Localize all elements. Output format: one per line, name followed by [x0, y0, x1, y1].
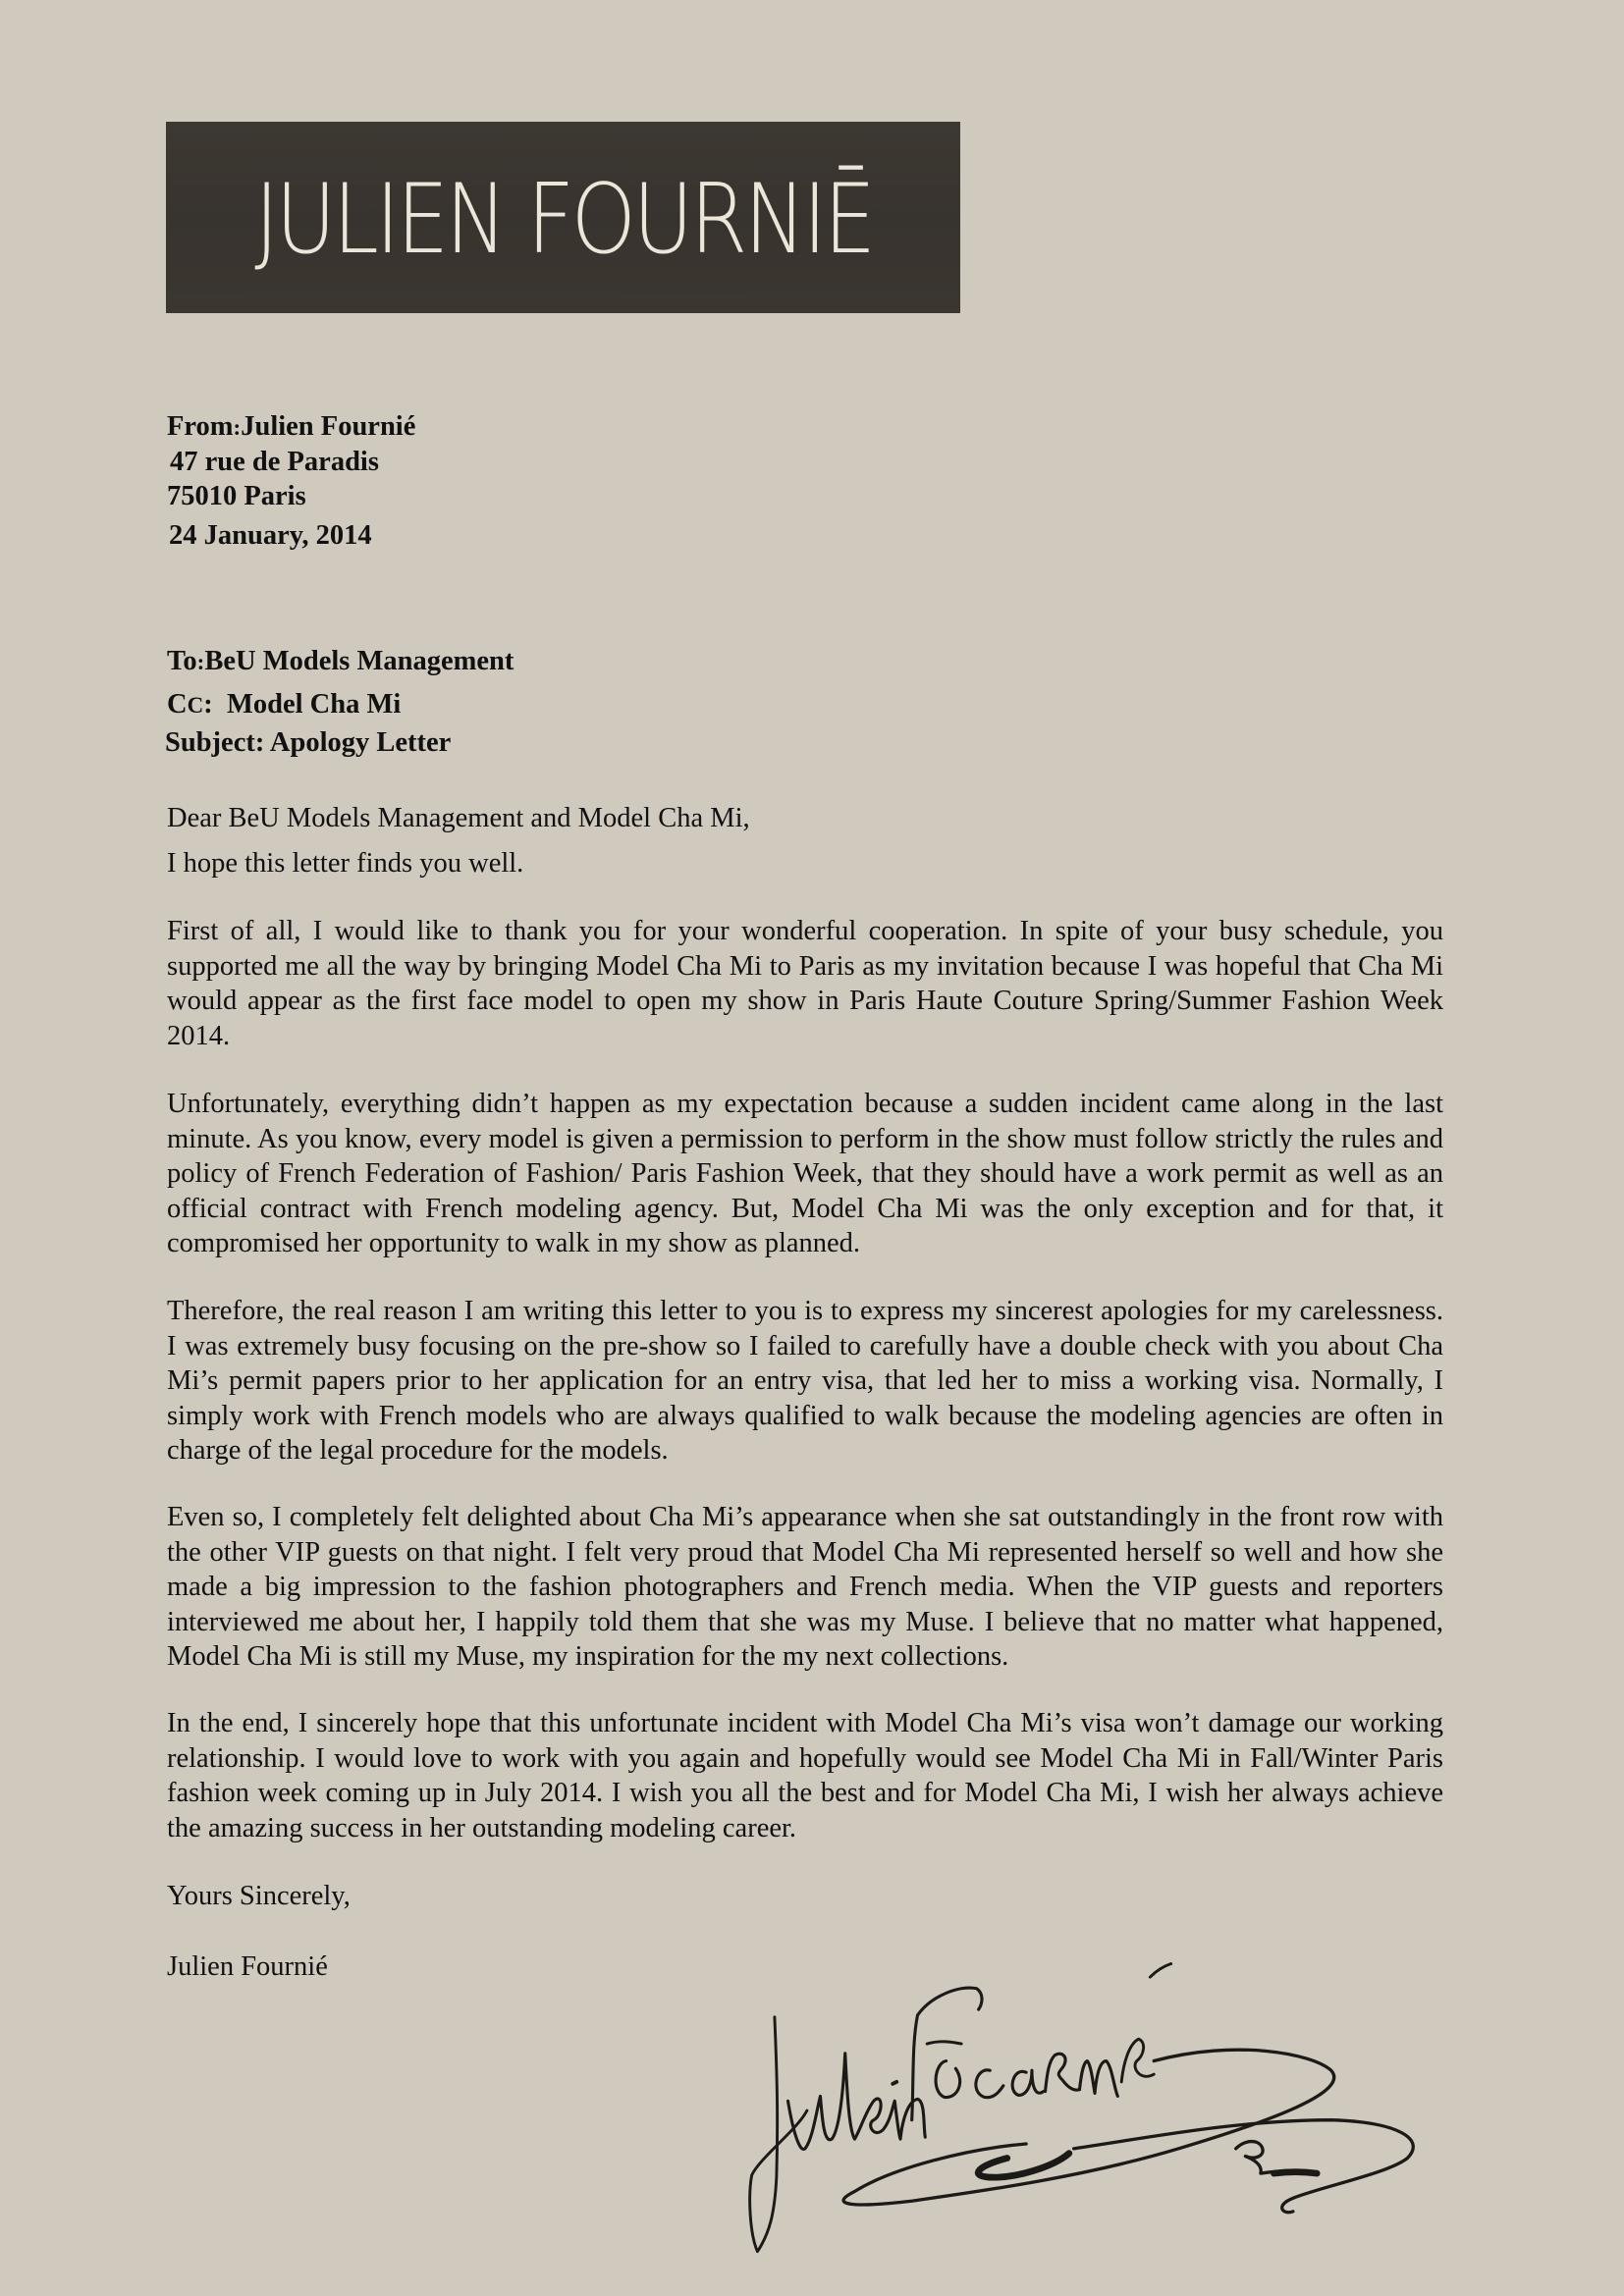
salutation: Dear BeU Models Management and Model Cha Mi, [167, 803, 750, 833]
body-paragraph-3: Therefore, the real reason I am writing this letter to you is to express my sincerest apologies for my carelessness. I was extremely busy focusing on the pre-show so I failed to carefully have a double check with you about Cha Mi’s permit papers prior to her application for an entry visa, that led her to miss a working visa. Normally, I simply work with French models who are always qualified to walk because the modeling agencies are often in charge of the legal procedure for the models. [167, 1296, 1443, 1466]
to-label: To [167, 646, 197, 676]
from-label: From [167, 411, 234, 442]
cc-separator: : [203, 689, 213, 720]
cc-label: CC [167, 689, 204, 720]
recipient-to-line [167, 648, 514, 676]
body-paragraph-2: Unfortunately, everything didn’t happen as my expectation because a sudden incident came along in the last minute. As you know, every model is given a permission to perform in the show must follow strictly the rules and policy of French Federation of Fashion/ Paris Fashion Week, that they should have a work permit as well as an official contract with French modeling agency. But, Model Cha Mi was the only exception and for that, it compromised her opportunity to walk in my show as planned. [167, 1089, 1443, 1258]
closing: Yours Sincerely, [167, 1881, 351, 1911]
subject-label: Subject: [165, 727, 265, 758]
logo-text: JULIEN FOURNIĒ [253, 163, 873, 276]
cc-name: Model Cha Mi [226, 689, 402, 720]
to-name: BeU Models Management [204, 646, 514, 676]
from-name: Julien Fournié [241, 411, 416, 442]
signoff-name: Julien Fournié [167, 1951, 328, 1982]
sender-address-line2: 75010 Paris [167, 481, 306, 511]
letter-date: 24 January, 2014 [169, 520, 372, 551]
body-paragraph-1: First of all, I would like to thank you for your wonderful cooperation. In spite of your busy schedule, you supported me all the way by bringing Model Cha Mi to Paris as my invitation because I was hopeful that Cha Mi would appear as the first face model to open my show in Paris Haute Couture Spring/Summer Fashion Week 2014. [167, 916, 1443, 1051]
subject-line [165, 729, 451, 758]
to-separator: : [196, 650, 205, 674]
sender-address-line1: 47 rue de Paradis [170, 447, 379, 477]
subject-value: Apology Letter [269, 727, 452, 758]
body-paragraph-4: Even so, I completely felt delighted about Cha Mi’s appearance when she sat outstandingly in the front row with the other VIP guests on that night. I felt very proud that Model Cha Mi represented herself so well and how she made a big impression to the fashion photographers and French media. When the VIP guests and reporters interviewed me about her, I happily told them that she was my Muse. I believe that no matter what happened, Model Cha Mi is still my Muse, my inspiration for the my next collections. [167, 1502, 1443, 1672]
handwritten-signature-icon [731, 1949, 1492, 2272]
opening-line: I hope this letter finds you well. [167, 848, 524, 879]
recipient-cc-line [167, 691, 401, 720]
brand-logo [166, 122, 960, 313]
body-paragraph-5: In the end, I sincerely hope that this unfortunate incident with Model Cha Mi’s visa won’t damage our working relationship. I would love to work with you again and hopefully would see Model Cha Mi in Fall/Winter Paris fashion week coming up in July 2014. I wish you all the best and for Model Cha Mi, I wish her always achieve the amazing success in her outstanding modeling career. [167, 1708, 1443, 1843]
from-separator: : [233, 415, 242, 440]
sender-from-line [167, 413, 415, 442]
